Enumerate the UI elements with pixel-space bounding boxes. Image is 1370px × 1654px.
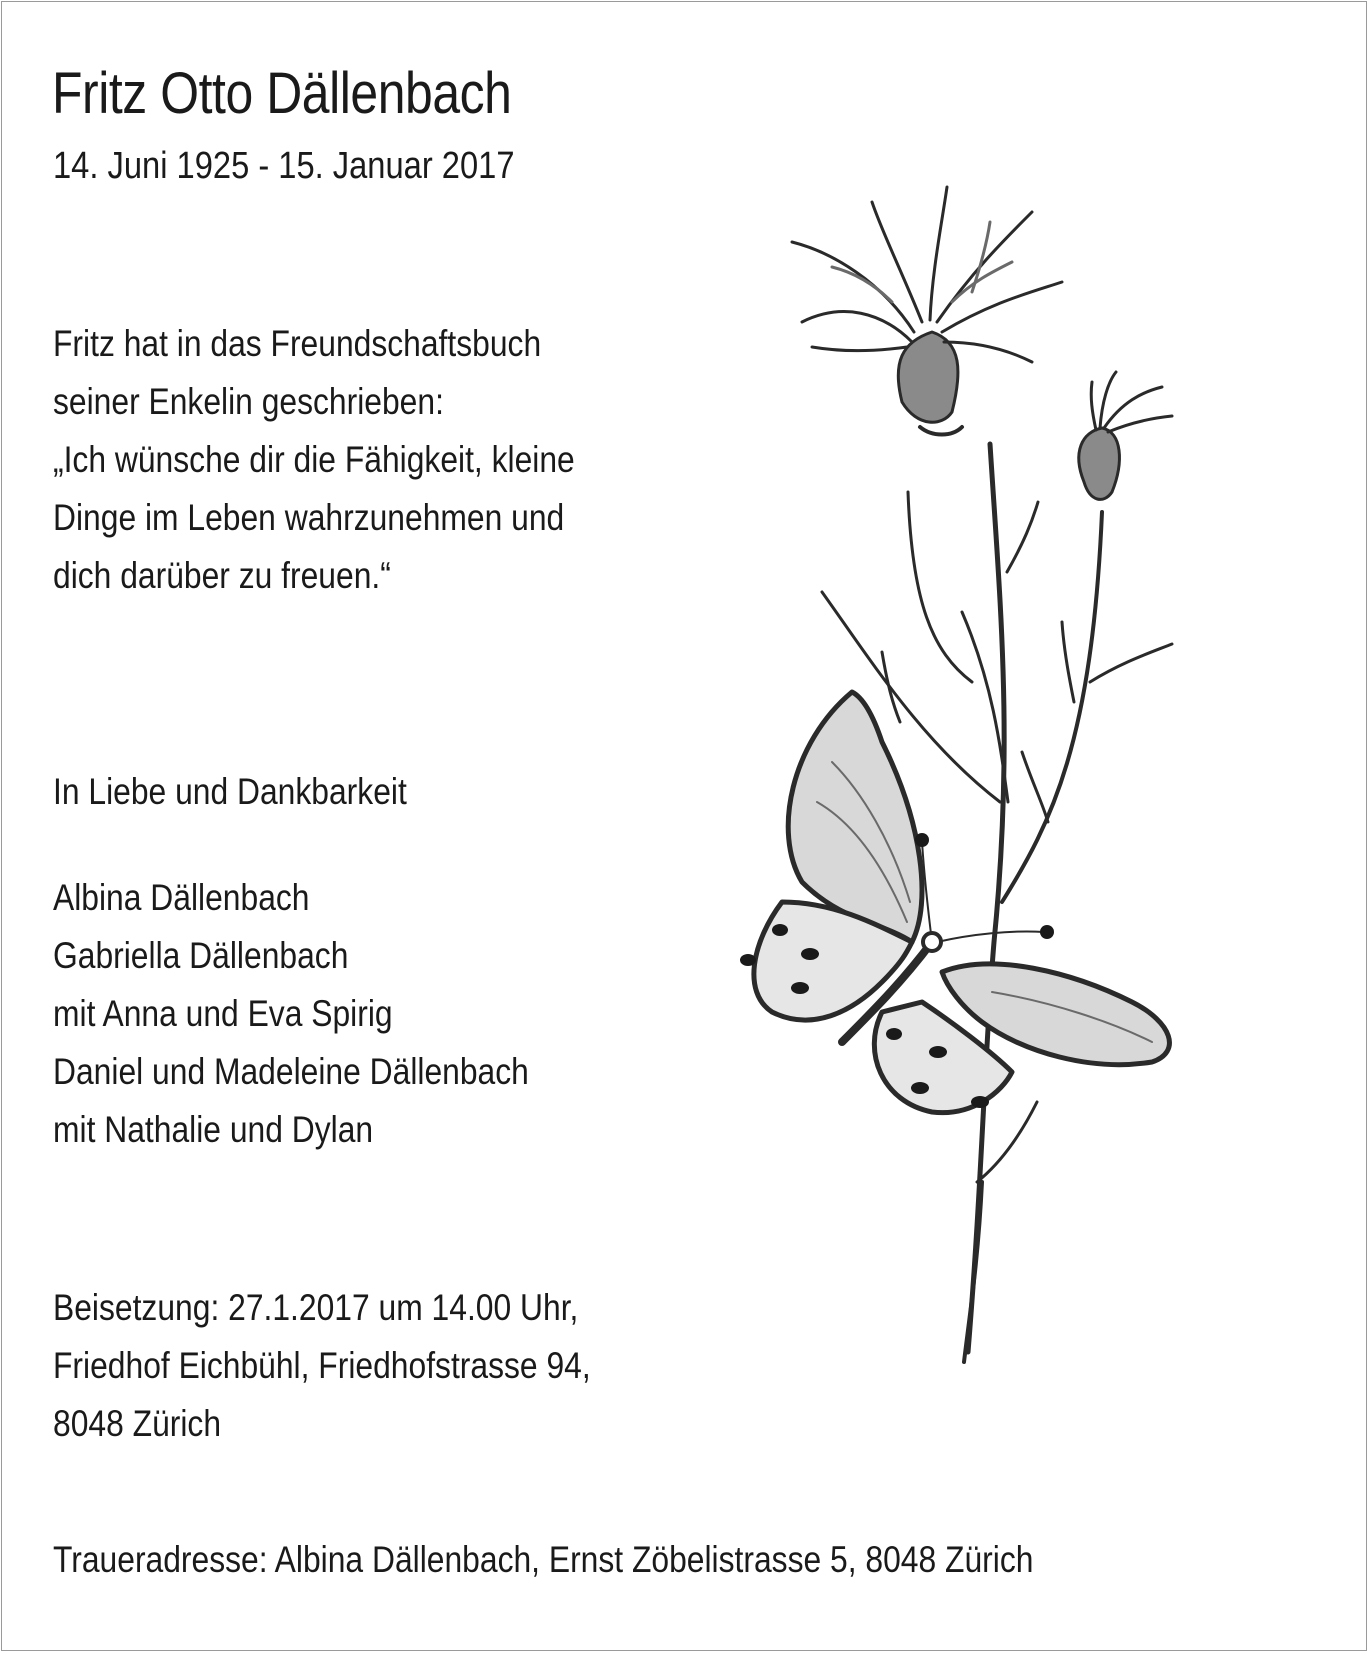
closing-phrase: In Liebe und Dankbarkeit: [53, 771, 407, 812]
lower-stem: [964, 1182, 982, 1362]
quote-line: seiner Enkelin geschrieben:: [53, 381, 444, 422]
burial-info: [53, 1279, 591, 1453]
butterfly: [754, 692, 1170, 1113]
burial-line: Friedhof Eichbühl, Friedhofstrasse 94,: [53, 1345, 591, 1386]
quote-line: „Ich wünsche dir die Fähigkeit, kleine: [53, 439, 575, 480]
top-flower: [792, 187, 1062, 435]
life-dates: 14. Juni 1925 - 15. Januar 2017: [53, 145, 515, 187]
quote-line: Dinge im Leben wahrzunehmen und: [53, 497, 565, 538]
second-bud: [1079, 372, 1172, 499]
quote-block: [53, 315, 575, 605]
cornflower-butterfly-illustration: [732, 182, 1292, 1442]
family-list: [53, 869, 529, 1159]
burial-line: Beisetzung: 27.1.2017 um 14.00 Uhr,: [53, 1287, 579, 1328]
family-member: Albina Dällenbach: [53, 877, 310, 918]
leaf-right-2: [1090, 644, 1172, 682]
side-stem: [1002, 512, 1102, 902]
quote-line: dich darüber zu freuen.“: [53, 555, 391, 596]
leaf-lower: [977, 1102, 1037, 1182]
leaf-right-3: [1062, 622, 1074, 702]
mourning-address: Traueradresse: Albina Dällenbach, Ernst Zöbelistrasse 5, 8048 Zürich: [53, 1539, 1034, 1580]
leaf-right-4: [1022, 752, 1048, 822]
family-member: Daniel und Madeleine Dällenbach: [53, 1051, 529, 1092]
family-member: Gabriella Dällenbach: [53, 935, 349, 976]
leaf-right-1: [1007, 502, 1038, 572]
main-stem: [968, 444, 1004, 1352]
family-member: mit Nathalie und Dylan: [53, 1109, 374, 1150]
family-member: mit Anna und Eva Spirig: [53, 993, 393, 1034]
quote-line: Fritz hat in das Freundschaftsbuch: [53, 323, 542, 364]
leaf-left-2: [908, 492, 972, 682]
obituary-frame: [1, 1, 1367, 1651]
burial-line: 8048 Zürich: [53, 1403, 222, 1444]
deceased-name: Fritz Otto Dällenbach: [52, 61, 512, 126]
